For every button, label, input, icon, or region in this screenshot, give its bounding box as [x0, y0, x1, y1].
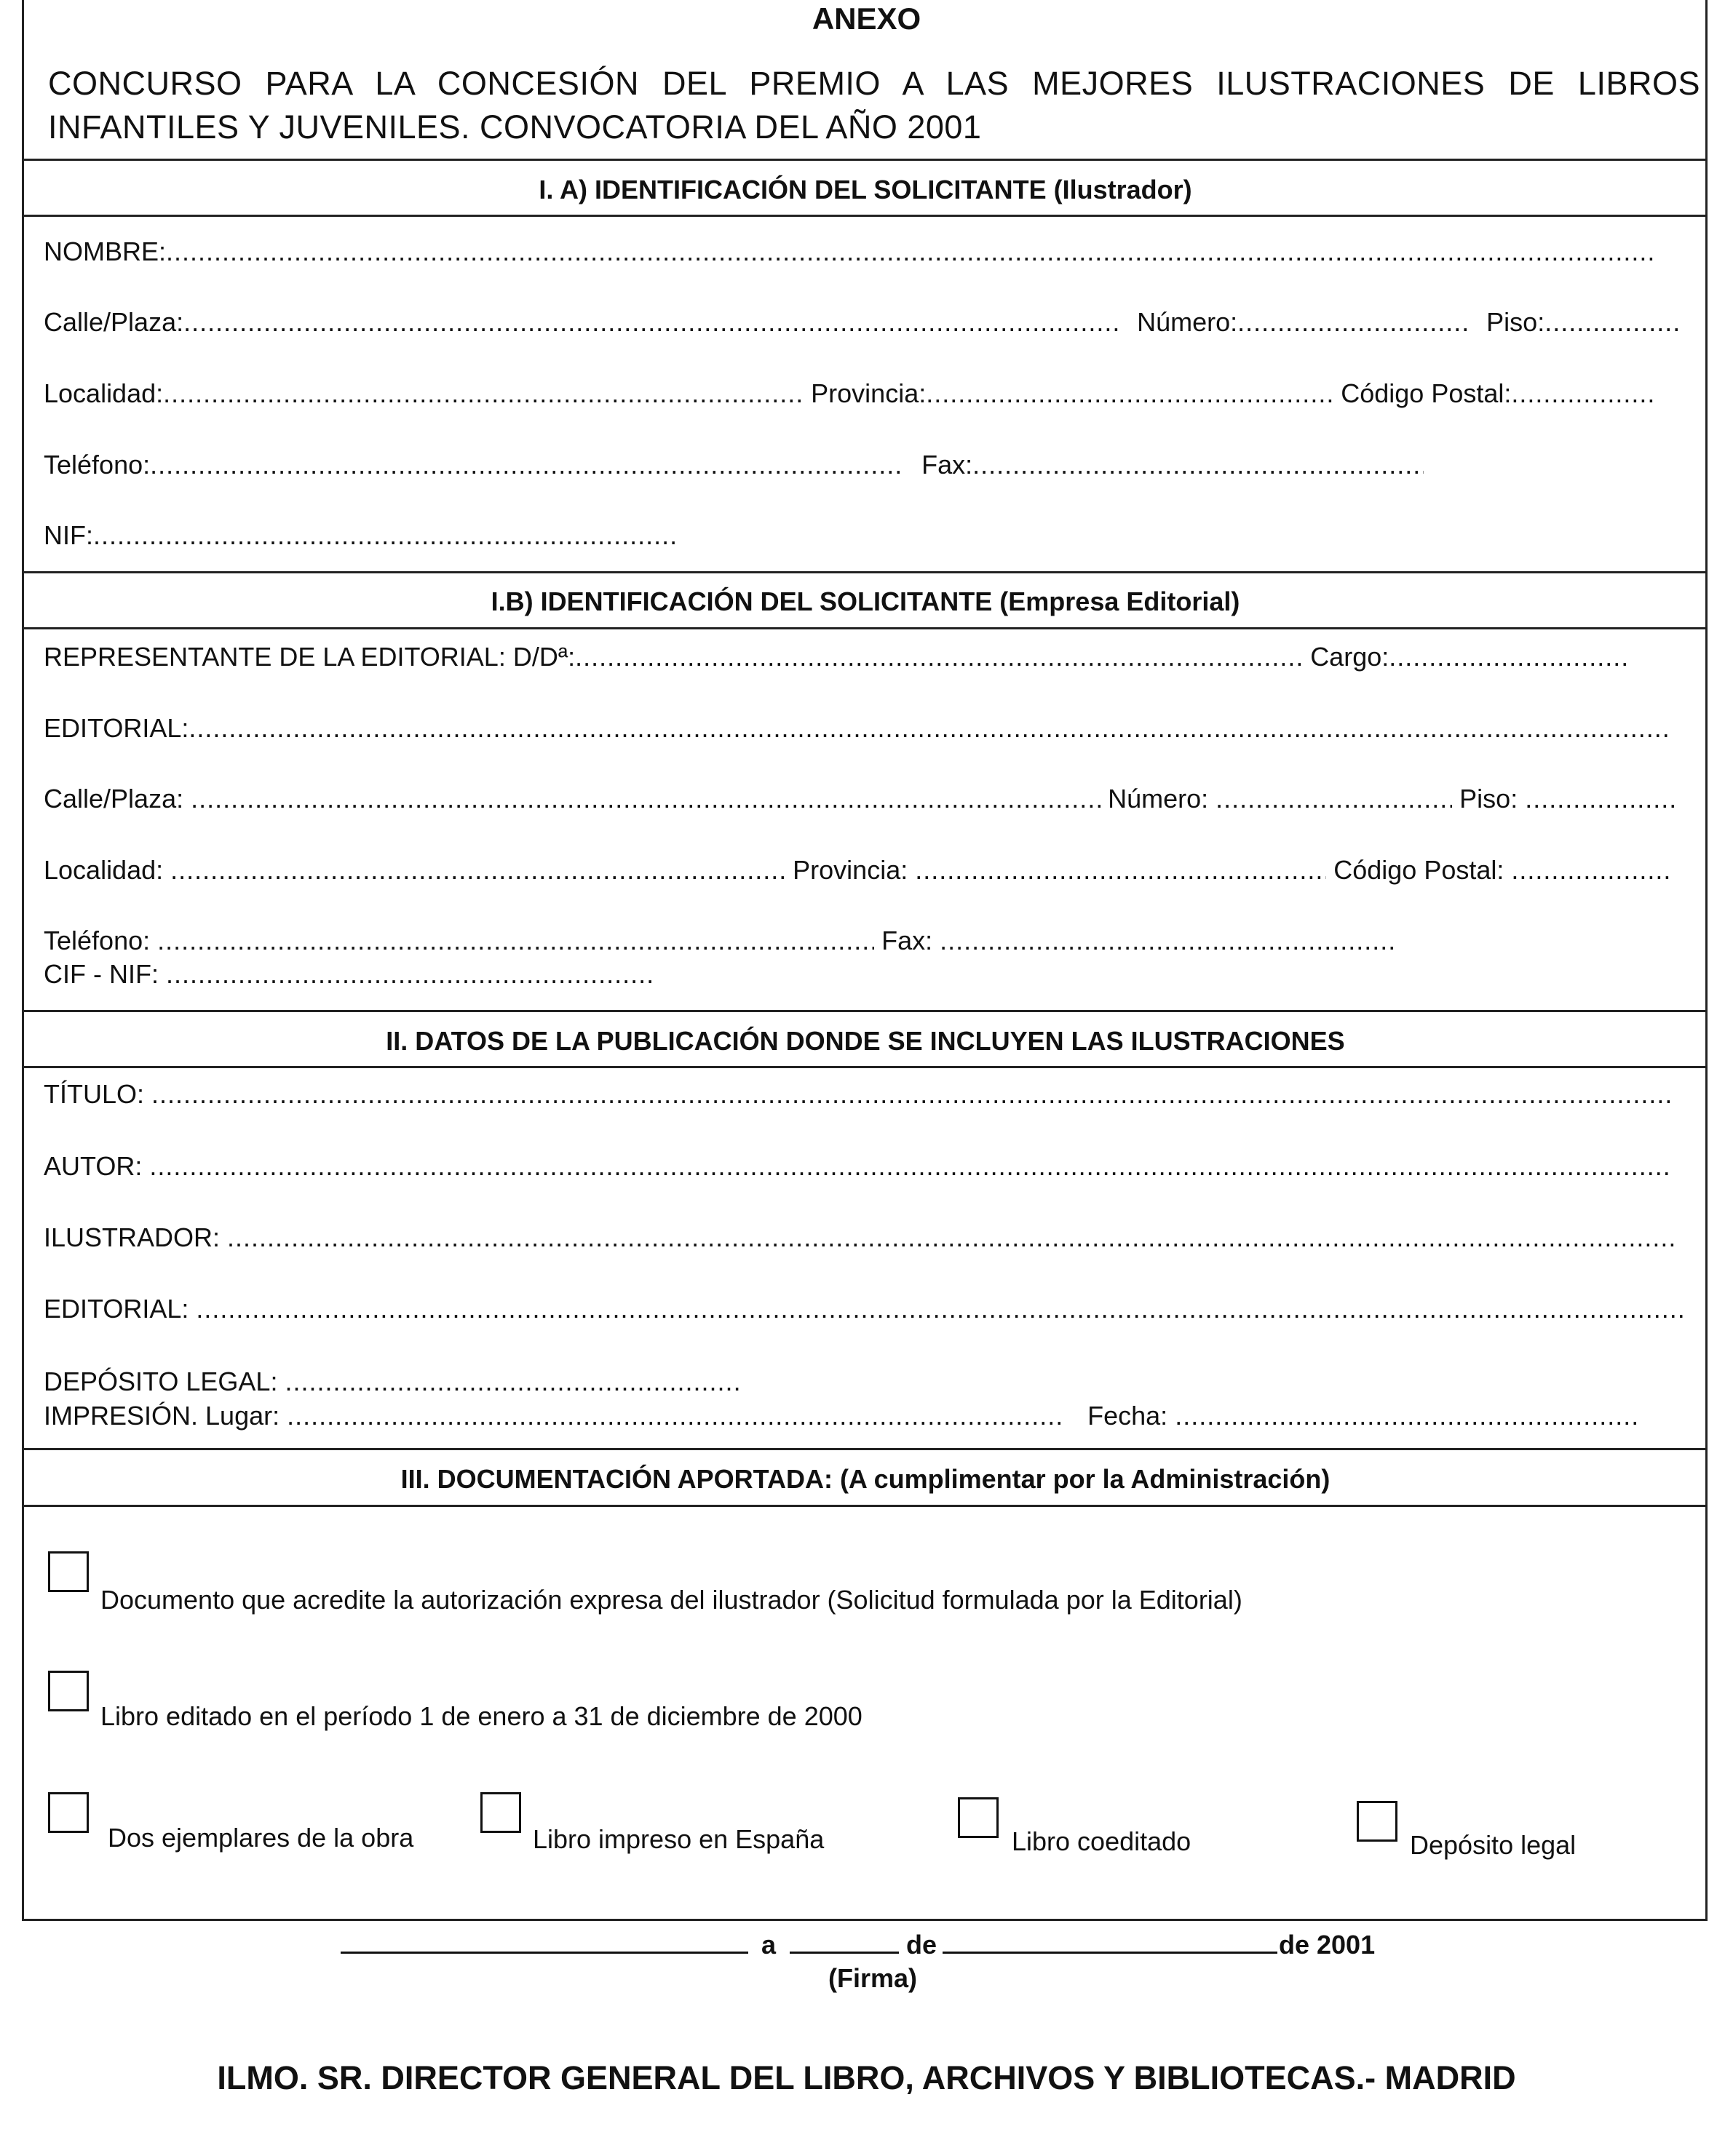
- cargo-label: Cargo:: [1310, 642, 1389, 672]
- month-line[interactable]: [943, 1952, 1277, 1954]
- editorial-label: EDITORIAL:: [44, 713, 189, 743]
- fecha-field[interactable]: [1175, 1401, 1641, 1431]
- representante-field[interactable]: [575, 642, 1303, 672]
- anexo-title: ANEXO: [812, 1, 921, 36]
- sig-a: a: [761, 1930, 777, 1960]
- codigo-postal-label: Código Postal:: [1341, 378, 1512, 408]
- calle-field[interactable]: [191, 784, 1101, 814]
- calle-row-editorial: [44, 784, 1674, 814]
- cargo-field[interactable]: [1389, 642, 1629, 672]
- impresion-row: [44, 1401, 1641, 1431]
- checkbox-ejemplares[interactable]: [48, 1792, 89, 1833]
- localidad-row: [44, 378, 1657, 409]
- checkbox-ejemplares-label: Dos ejemplares de la obra: [108, 1823, 414, 1853]
- editorial-field[interactable]: [196, 1294, 1688, 1324]
- impresion-field[interactable]: [287, 1401, 1066, 1431]
- editorial-row: [44, 713, 1670, 744]
- codigo-postal-field[interactable]: [1511, 378, 1657, 409]
- numero-field[interactable]: [1216, 784, 1452, 814]
- localidad-field[interactable]: [163, 378, 804, 409]
- divider: [23, 1505, 1708, 1507]
- piso-field[interactable]: [1544, 307, 1679, 338]
- autor-label: AUTOR:: [44, 1151, 143, 1181]
- piso-label: Piso:: [1459, 784, 1518, 814]
- ilustrador-field[interactable]: [227, 1222, 1676, 1253]
- representante-row: [44, 642, 1629, 672]
- deposito-label: DEPÓSITO LEGAL:: [44, 1367, 278, 1396]
- localidad-field[interactable]: [170, 855, 785, 886]
- section-ia-title: I. A) IDENTIFICACIÓN DEL SOLICITANTE (Ilustrador): [539, 175, 1192, 204]
- deposito-row: [44, 1367, 739, 1397]
- provincia-label: Provincia:: [793, 855, 908, 885]
- divider: [23, 1010, 1708, 1012]
- checkbox-impreso-label: Libro impreso en España: [533, 1824, 825, 1854]
- telefono-field[interactable]: [157, 926, 874, 956]
- place-line[interactable]: [341, 1952, 748, 1954]
- checkbox-coeditado[interactable]: [958, 1797, 999, 1838]
- calle-label: Calle/Plaza:: [44, 784, 184, 814]
- checkbox-libro-editado[interactable]: [48, 1671, 89, 1711]
- titulo-label: TÍTULO:: [44, 1079, 145, 1109]
- telefono-row: [44, 450, 1424, 480]
- numero-field[interactable]: [1237, 307, 1470, 338]
- localidad-row-editorial: [44, 855, 1671, 886]
- impresion-label: IMPRESIÓN. Lugar:: [44, 1401, 280, 1431]
- signature-block: [0, 1921, 1733, 2008]
- section-iii-title: III. DOCUMENTACIÓN APORTADA: (A cumplimentar por la Administración): [400, 1464, 1331, 1494]
- titulo-row: [44, 1079, 1673, 1110]
- divider: [23, 1448, 1708, 1450]
- codigo-postal-label: Código Postal:: [1333, 855, 1504, 885]
- piso-label: Piso:: [1486, 307, 1545, 337]
- piso-field[interactable]: [1525, 784, 1674, 814]
- deposito-field[interactable]: [285, 1367, 739, 1397]
- fax-label: Fax:: [921, 450, 973, 480]
- checkbox-deposito-label: Depósito legal: [1410, 1830, 1577, 1860]
- nif-row: [44, 520, 675, 551]
- codigo-postal-field[interactable]: [1511, 855, 1671, 886]
- section-ii-title: II. DATOS DE LA PUBLICACIÓN DONDE SE INCLUYEN LAS ILUSTRACIONES: [386, 1026, 1345, 1056]
- numero-label: Número:: [1137, 307, 1238, 337]
- contest-heading: [48, 62, 1700, 149]
- sig-de-2001: de 2001: [1279, 1930, 1376, 1960]
- cif-nif-label: CIF - NIF:: [44, 959, 159, 989]
- telefono-label: Teléfono:: [44, 926, 151, 955]
- titulo-field[interactable]: [151, 1079, 1673, 1110]
- telefono-row-editorial: [44, 926, 1395, 956]
- divider: [23, 627, 1708, 629]
- calle-label: Calle/Plaza:: [44, 307, 184, 337]
- nombre-row: [44, 236, 1654, 267]
- divider: [23, 215, 1708, 217]
- telefono-label: Teléfono:: [44, 450, 151, 480]
- cif-nif-row: [44, 959, 654, 990]
- addressee: ILMO. SR. DIRECTOR GENERAL DEL LIBRO, ARCHIVOS Y BIBLIOTECAS.- MADRID: [217, 2059, 1516, 2096]
- checkbox-coeditado-label: Libro coeditado: [1012, 1826, 1191, 1856]
- sig-de: de: [906, 1930, 937, 1960]
- provincia-field[interactable]: [915, 855, 1326, 886]
- fecha-label: Fecha:: [1087, 1401, 1168, 1431]
- autor-field[interactable]: [149, 1151, 1670, 1182]
- representante-label: REPRESENTANTE DE LA EDITORIAL: D/Dª:: [44, 642, 576, 672]
- divider: [23, 1066, 1708, 1068]
- ilustrador-row: [44, 1222, 1676, 1253]
- contest-heading-line2: INFANTILES Y JUVENILES. CONVOCATORIA DEL AÑO 2001: [48, 108, 982, 146]
- nif-label: NIF:: [44, 520, 93, 550]
- localidad-label: Localidad:: [44, 855, 164, 885]
- firma-label: (Firma): [828, 1963, 918, 1993]
- autor-row: [44, 1151, 1670, 1182]
- divider: [23, 159, 1708, 161]
- ilustrador-label: ILUSTRADOR:: [44, 1222, 221, 1252]
- provincia-field[interactable]: [926, 378, 1333, 409]
- localidad-label: Localidad:: [44, 378, 164, 408]
- checkbox-libro-editado-label: Libro editado en el período 1 de enero a 31 de diciembre de 2000: [100, 1701, 862, 1731]
- nombre-label: NOMBRE:: [44, 236, 167, 266]
- editorial-field[interactable]: [189, 713, 1670, 744]
- fax-field[interactable]: [940, 926, 1395, 956]
- checkbox-deposito[interactable]: [1357, 1801, 1397, 1842]
- section-ib-title: I.B) IDENTIFICACIÓN DEL SOLICITANTE (Empresa Editorial): [491, 586, 1240, 616]
- nif-field[interactable]: [93, 520, 675, 551]
- telefono-field[interactable]: [150, 450, 900, 480]
- contest-heading-line1: CONCURSO PARA LA CONCESIÓN DEL PREMIO A LAS MEJORES ILUSTRACIONES DE LIBROS: [48, 65, 1700, 102]
- checkbox-impreso[interactable]: [480, 1792, 521, 1833]
- editorial-label: EDITORIAL:: [44, 1294, 189, 1324]
- day-line[interactable]: [790, 1952, 899, 1954]
- calle-field[interactable]: [183, 307, 1122, 338]
- fax-label: Fax:: [881, 926, 933, 955]
- cif-nif-field[interactable]: [166, 959, 654, 990]
- calle-row: [44, 307, 1679, 338]
- provincia-label: Provincia:: [811, 378, 927, 408]
- divider: [23, 571, 1708, 573]
- checkbox-autorizacion[interactable]: [48, 1551, 89, 1592]
- nombre-field[interactable]: [166, 236, 1654, 267]
- numero-label: Número:: [1108, 784, 1209, 814]
- fax-field[interactable]: [972, 450, 1424, 480]
- checkbox-autorizacion-label: Documento que acredite la autorización expresa del ilustrador (Solicitud formulada por la Editorial): [100, 1585, 1242, 1615]
- editorial-pub-row: [44, 1294, 1688, 1324]
